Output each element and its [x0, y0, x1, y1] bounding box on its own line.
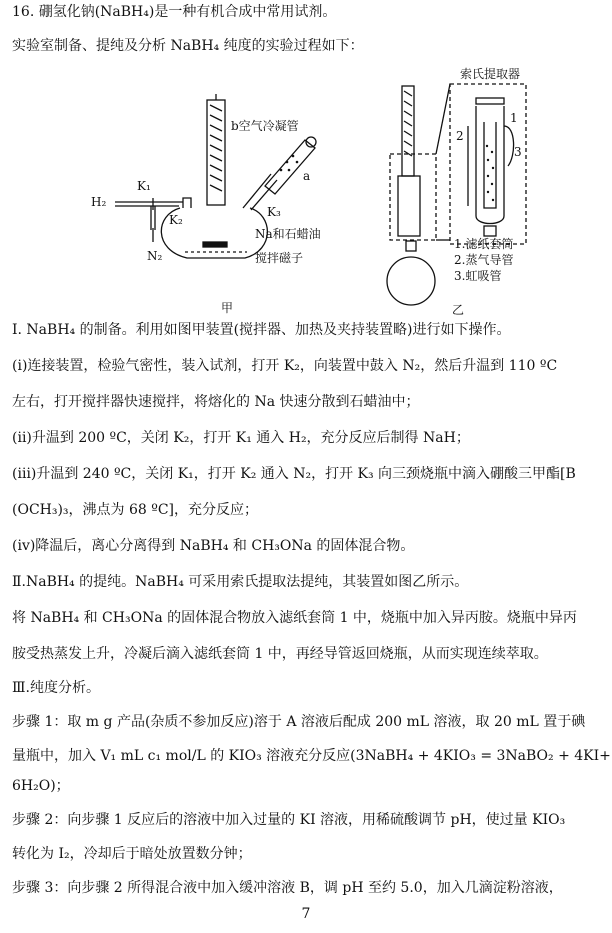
body-line: Ⅱ.NaBH₄ 的提纯。NaBH₄ 可采用索氏提取法提纯，其装置如图乙所示。 — [12, 574, 469, 590]
body-line: 步骤 1：取 m g 产品(杂质不参加反应)溶于 A 溶液后配成 200 mL 溶液，取 20 mL 置于碘 — [12, 714, 586, 730]
body-line: 6H₂O)； — [12, 778, 70, 794]
body-line: 步骤 2：向步骤 1 反应后的溶液中加入过量的 KI 溶液，用稀硫酸调节 pH，使过量 KIO₃ — [12, 812, 566, 828]
label-k2: K₂ — [169, 213, 183, 227]
yi-label-3: 3 — [514, 145, 522, 159]
yi-label-2: 2 — [456, 129, 464, 143]
body-line: 左右，打开搅拌器快速搅拌，将熔化的 Na 快速分散到石蜡油中； — [12, 394, 420, 410]
body-line: (ⅰ)连接装置，检验气密性，装入试剂，打开 K₂，向装置中鼓入 N₂，然后升温到 110 ºC — [12, 358, 558, 374]
figure-jia — [75, 90, 345, 324]
body-line: (ⅲ)升温到 240 ºC，关闭 K₁，打开 K₂ 通入 N₂，打开 K₃ 向三颈烧瓶中滴入硼酸三甲酯[B — [12, 466, 576, 482]
figure-yi — [380, 66, 600, 332]
label-stir: 搅拌磁子 — [255, 251, 304, 265]
body-line: (ⅳ)降温后，离心分离得到 NaBH₄ 和 CH₃ONa 的固体混合物。 — [12, 538, 415, 554]
yi-legend-1: 1.滤纸套筒 — [454, 237, 514, 251]
body-line: 量瓶中，加入 V₁ mL c₁ mol/L 的 KIO₃ 溶液充分反应(3NaBH₄ + 4KIO₃ = 3NaBO₂ + 4KI+ — [12, 748, 611, 764]
yi-label-1: 1 — [510, 111, 518, 125]
body-line: (ⅱ)升温到 200 ºC，关闭 K₂，打开 K₁ 通入 H₂，充分反应后制得 NaH； — [12, 430, 470, 446]
label-k1: K₁ — [137, 179, 151, 193]
page-number: 7 — [301, 906, 311, 922]
body-line: 胺受热蒸发上升，冷凝后滴入滤纸套筒 1 中，再经导管返回烧瓶，从而实现连续萃取。 — [12, 646, 548, 662]
yi-title: 索氏提取器 — [460, 67, 521, 81]
body-line: 步骤 3：向步骤 2 所得混合液中加入缓冲溶液 B，调 pH 至约 5.0，加入几滴淀粉溶液， — [12, 880, 563, 896]
label-h2: H₂ — [91, 195, 107, 209]
yi-legend-2: 2.蒸气导管 — [454, 253, 514, 267]
label-na: Na和石蜡油 — [255, 227, 321, 241]
yi-legend-3: 3.虹吸管 — [454, 269, 502, 283]
body-line: Ⅰ. NaBH₄ 的制备。利用如图甲装置(搅拌器、加热及夹持装置略)进行如下操作。 — [12, 322, 511, 338]
caption-jia: 甲 — [221, 301, 234, 315]
question-intro: 实验室制备、提纯及分析 NaBH₄ 纯度的实验过程如下： — [12, 38, 364, 54]
question-title: 16. 硼氢化钠(NaBH₄)是一种有机合成中常用试剂。 — [12, 4, 337, 20]
label-b: b空气冷凝管 — [231, 119, 299, 133]
body-line: (OCH₃)₃，沸点为 68 ºC]，充分反应； — [12, 502, 259, 518]
body-line: 将 NaBH₄ 和 CH₃ONa 的固体混合物放入滤纸套筒 1 中，烧瓶中加入异丙胺。烧瓶中异丙 — [12, 610, 577, 626]
label-k3: K₃ — [267, 205, 281, 219]
label-n2: N₂ — [147, 249, 163, 263]
label-a: a — [303, 169, 311, 183]
body-line: 转化为 I₂，冷却后于暗处放置数分钟； — [12, 846, 252, 862]
body-line: Ⅲ.纯度分析。 — [12, 680, 100, 696]
caption-yi: 乙 — [452, 303, 465, 317]
